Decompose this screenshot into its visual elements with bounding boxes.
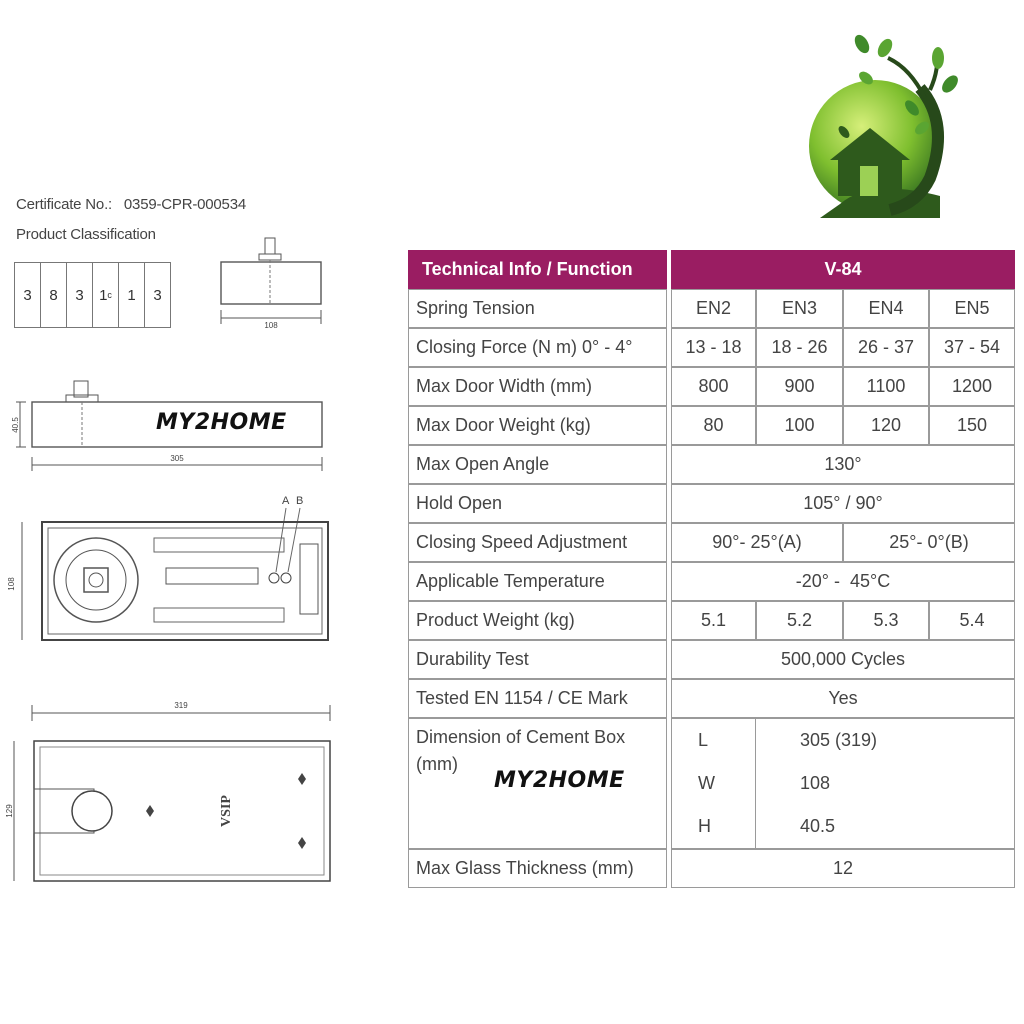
row-unit: (mm) <box>416 754 458 774</box>
table-row <box>408 484 1015 523</box>
table-row <box>408 562 1015 601</box>
watermark-left: MY2HOME <box>156 410 287 435</box>
row-label: Hold Open <box>408 484 667 523</box>
cover-width-label: 129 <box>5 804 14 818</box>
row-label: Max Door Weight (kg) <box>408 406 667 445</box>
table-row <box>408 523 1015 562</box>
cell: EN5 <box>929 289 1015 328</box>
cell: 13 - 18 <box>671 328 756 367</box>
side-length-label: 305 <box>170 454 184 463</box>
table-row <box>408 367 1015 406</box>
cell: 12 <box>671 849 1015 888</box>
cell: 150 <box>929 406 1015 445</box>
cell: 1200 <box>929 367 1015 406</box>
valve-b-label: B <box>296 495 304 507</box>
table-header-label: Technical Info / Function <box>408 250 667 289</box>
brand-logo <box>800 28 960 218</box>
dim-value: 108 <box>800 773 831 793</box>
certificate-label: Certificate No.: <box>16 196 112 213</box>
cell: EN3 <box>756 289 843 328</box>
table-row <box>408 406 1015 445</box>
certificate-line <box>16 196 246 213</box>
table-row <box>408 601 1015 640</box>
table-row <box>408 328 1015 367</box>
table-row <box>408 640 1015 679</box>
cover-length-label: 319 <box>174 701 188 710</box>
cell: EN2 <box>671 289 756 328</box>
class-digit: 3 <box>67 263 93 327</box>
row-label: Tested EN 1154 / CE Mark <box>408 679 667 718</box>
top-width-label: 108 <box>264 321 278 330</box>
certificate-number: 0359-CPR-000534 <box>123 196 246 213</box>
class-digit: 1 <box>99 286 108 304</box>
class-digit: 3 <box>153 286 162 304</box>
cell: 800 <box>671 367 756 406</box>
cell: 120 <box>843 406 929 445</box>
row-label: Closing Speed Adjustment <box>408 523 667 562</box>
valve-a-label: A <box>282 495 290 507</box>
side-height-label: 40.5 <box>11 417 20 433</box>
plan-view-drawing <box>4 490 334 650</box>
cell: 18 - 26 <box>756 328 843 367</box>
dim-value: 305 (319) <box>800 730 878 750</box>
table-row <box>408 445 1015 484</box>
row-label: Applicable Temperature <box>408 562 667 601</box>
dim-key: H <box>672 805 756 848</box>
class-digit: 1 <box>119 263 145 327</box>
cell: 1100 <box>843 367 929 406</box>
cell: -20° - 45°C <box>671 562 1015 601</box>
row-label: Max Door Width (mm) <box>408 367 667 406</box>
cell: 130° <box>671 445 1015 484</box>
cell: 37 - 54 <box>929 328 1015 367</box>
table-header-row <box>408 250 1015 289</box>
top-view-drawing <box>215 232 330 332</box>
row-label: Max Glass Thickness (mm) <box>408 849 667 888</box>
watermark-table: MY2HOME <box>494 768 625 793</box>
classification-boxes <box>14 262 171 328</box>
row-label: Spring Tension <box>408 289 667 328</box>
cell: Yes <box>671 679 1015 718</box>
classification-label: Product Classification <box>16 226 156 243</box>
cover-brand-label: VSIP <box>219 795 234 827</box>
table-row <box>408 289 1015 328</box>
class-superscript: c <box>107 290 112 300</box>
cell: 25°- 0°(B) <box>843 523 1015 562</box>
dim-key: W <box>672 762 756 805</box>
table-row <box>408 679 1015 718</box>
row-label: Dimension of Cement Box <box>416 727 626 747</box>
class-digit-with-superscript <box>93 263 119 327</box>
cell: 80 <box>671 406 756 445</box>
row-label: Product Weight (kg) <box>408 601 667 640</box>
cell: 5.4 <box>929 601 1015 640</box>
dim-key: L <box>672 719 756 762</box>
cell: 5.2 <box>756 601 843 640</box>
class-digit: 3 <box>15 263 41 327</box>
table-row <box>408 849 1015 888</box>
cell: 105° / 90° <box>671 484 1015 523</box>
row-label: Max Open Angle <box>408 445 667 484</box>
cell: 100 <box>756 406 843 445</box>
dim-value: 40.5 <box>800 816 836 836</box>
cell: 900 <box>756 367 843 406</box>
cover-plate-drawing <box>4 695 334 890</box>
plan-width-label: 108 <box>7 577 16 591</box>
cell: EN4 <box>843 289 929 328</box>
cell: 5.3 <box>843 601 929 640</box>
cell: 26 - 37 <box>843 328 929 367</box>
cement-dims-grid <box>672 719 1014 848</box>
class-digit: 8 <box>41 263 67 327</box>
cement-dims-cell <box>671 718 1015 849</box>
model-header: V-84 <box>671 250 1015 289</box>
row-label: Closing Force (N m) 0° - 4° <box>408 328 667 367</box>
cell: 90°- 25°(A) <box>671 523 843 562</box>
cell: 500,000 Cycles <box>671 640 1015 679</box>
cell: 5.1 <box>671 601 756 640</box>
row-label: Durability Test <box>408 640 667 679</box>
